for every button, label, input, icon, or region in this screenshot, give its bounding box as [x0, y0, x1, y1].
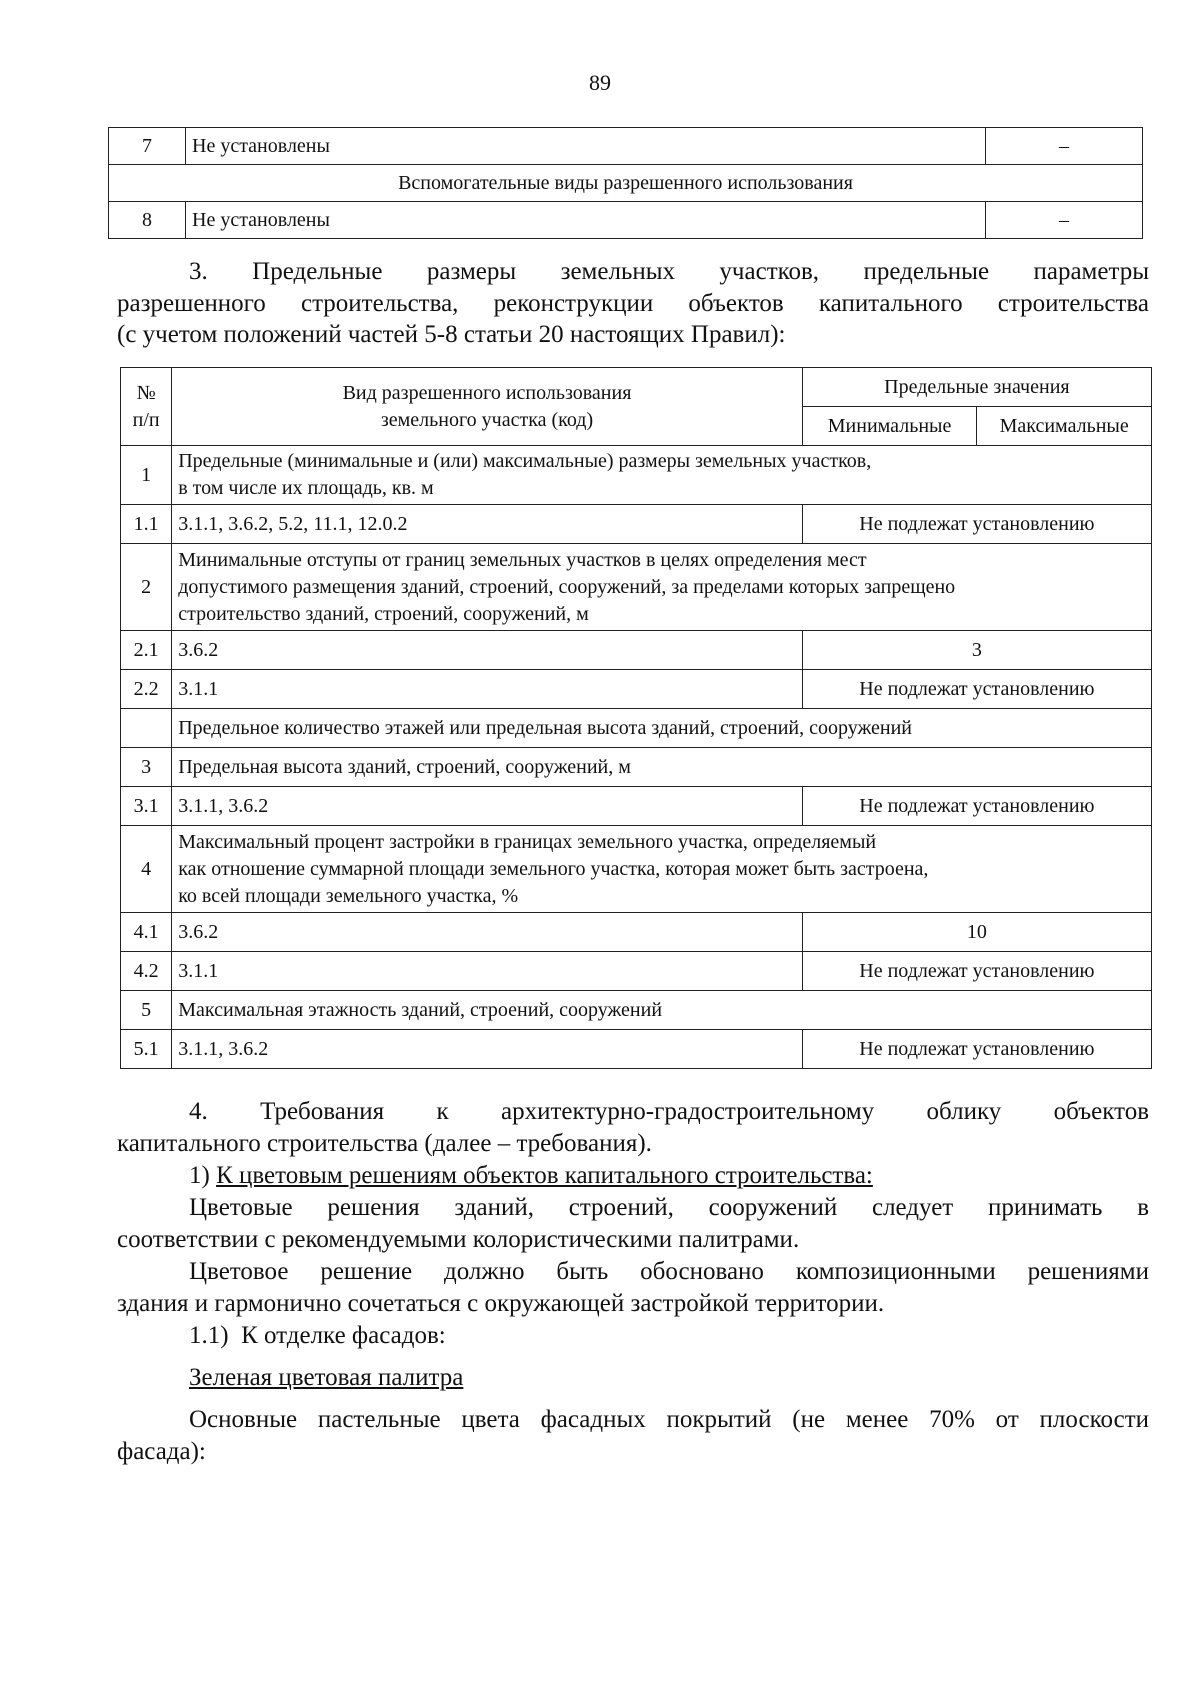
row-text: [172, 826, 1152, 913]
table-row: [109, 165, 1143, 202]
header-text: №: [136, 381, 156, 404]
row-codes: 3.1.1, 3.6.2: [172, 787, 803, 826]
section-4-heading: [117, 1096, 1149, 1159]
facade-heading: 1.1) К отделке фасадов:: [189, 1322, 446, 1349]
row-number: 3: [121, 748, 172, 787]
text-line: Минимальные отступы от границ земельных участков в целях определения мест: [178, 548, 867, 571]
row-number: 4.1: [121, 913, 172, 952]
text-line: (с учетом положений частей 5-8 статьи 20 настоящих Правил):: [117, 321, 786, 348]
row-number: 1: [121, 446, 172, 505]
row-value: Не подлежат установлению: [802, 670, 1151, 709]
row-codes: 3.6.2: [172, 913, 803, 952]
row-text: Максимальная этажность зданий, строений, сооружений: [172, 991, 1152, 1030]
table-row: [121, 748, 1152, 787]
composition-paragraph: [117, 1256, 1149, 1319]
row-text: Предельная высота зданий, строений, сооружений, м: [172, 748, 1152, 787]
text-line: разрешенного строительства, реконструкции объектов капитального строительства: [117, 289, 1149, 317]
text-line: здания и гармонично сочетаться с окружающей застройкой территории.: [117, 1289, 885, 1317]
table-row: [121, 446, 1152, 505]
table-row: [121, 709, 1152, 748]
table-row: [121, 631, 1152, 670]
item-title: К цветовым решениям объектов капитального строительства:: [216, 1162, 873, 1189]
row-value: 3: [802, 631, 1151, 670]
header-text: земельного участка (код): [380, 408, 594, 431]
text-line: Цветовое решение должно быть обосновано композиционными решениями: [189, 1258, 1149, 1285]
table-row: [109, 202, 1143, 239]
table-row: [121, 952, 1152, 991]
header-text: п/п: [132, 408, 160, 431]
row-text: [172, 446, 1152, 505]
table-row: [121, 991, 1152, 1030]
header-number: [121, 368, 172, 446]
header-limits: Предельные значения: [802, 368, 1151, 407]
page-number: 89: [589, 70, 611, 95]
row-number: 7: [109, 128, 186, 165]
item-number: 1): [189, 1162, 217, 1189]
pastel-colors-paragraph: [117, 1404, 1149, 1467]
row-value: 10: [802, 913, 1151, 952]
header-text: Вид разрешенного использования: [342, 381, 632, 404]
color-solutions-paragraph: [117, 1192, 1149, 1255]
row-text: Не установлены: [186, 202, 986, 239]
row-value: Не подлежат установлению: [802, 787, 1151, 826]
row-text: Предельное количество этажей или предельная высота зданий, строений, сооружений: [172, 709, 1152, 748]
header-max: Максимальные: [977, 407, 1152, 446]
row-number: 3.1: [121, 787, 172, 826]
permitted-uses-table: [108, 127, 1143, 239]
row-value: Не подлежат установлению: [802, 1030, 1151, 1069]
row-number: 5.1: [121, 1030, 172, 1069]
row-number: [121, 709, 172, 748]
section-heading: Вспомогательные виды разрешенного использования: [109, 165, 1143, 202]
row-number: 5: [121, 991, 172, 1030]
row-text: [172, 544, 1152, 631]
row-value: Не подлежат установлению: [802, 952, 1151, 991]
row-number: 2.1: [121, 631, 172, 670]
row-number: 8: [109, 202, 186, 239]
text-line: в том числе их площадь, кв. м: [178, 477, 434, 499]
table-header-row: [121, 368, 1152, 407]
row-value: –: [986, 128, 1143, 165]
color-requirements-heading: [117, 1160, 1149, 1192]
table-row: [121, 1030, 1152, 1069]
row-codes: 3.1.1, 3.6.2, 5.2, 11.1, 12.0.2: [172, 505, 803, 544]
row-number: 4: [121, 826, 172, 913]
row-number: 2: [121, 544, 172, 631]
text-line: Основные пастельные цвета фасадных покрытий (не менее 70% от плоскости: [189, 1406, 1149, 1433]
green-palette-heading: [117, 1362, 1149, 1394]
section-3-heading: [117, 256, 1149, 351]
row-codes: 3.6.2: [172, 631, 803, 670]
row-codes: 3.1.1, 3.6.2: [172, 1030, 803, 1069]
table-row: [121, 826, 1152, 913]
table-row: [121, 670, 1152, 709]
header-min: Минимальные: [802, 407, 977, 446]
text-line: допустимого размещения зданий, строений, сооружений, за пределами которых запрещено: [178, 575, 956, 598]
table-row: [121, 787, 1152, 826]
table-row: [121, 913, 1152, 952]
palette-title: Зеленая цветовая палитра: [189, 1364, 464, 1391]
table-row: [121, 505, 1152, 544]
table-row: [121, 544, 1152, 631]
text-line: Предельные (минимальные и (или) максимальные) размеры земельных участков,: [178, 450, 872, 472]
text-line: строительство зданий, строений, сооружений, м: [178, 602, 589, 625]
table-row: [109, 128, 1143, 165]
row-number: 2.2: [121, 670, 172, 709]
limits-table: [120, 367, 1152, 1069]
text-line: Максимальный процент застройки в границах земельного участка, определяемый: [178, 830, 877, 853]
row-codes: 3.1.1: [172, 670, 803, 709]
row-text: Не установлены: [186, 128, 986, 165]
header-use-type: [172, 368, 803, 446]
text-line: капитального строительства (далее – требования).: [117, 1129, 652, 1157]
text-line: Цветовые решения зданий, строений, сооружений следует принимать в: [189, 1194, 1149, 1221]
row-value: Не подлежат установлению: [802, 505, 1151, 544]
text-line: 4. Требования к архитектурно-градостроительному облику объектов: [189, 1098, 1149, 1125]
text-line: ко всей площади земельного участка, %: [178, 884, 519, 907]
row-value: –: [986, 202, 1143, 239]
row-number: 1.1: [121, 505, 172, 544]
text-line: соответствии с рекомендуемыми колористическими палитрами.: [117, 1225, 800, 1253]
text-line: фасада):: [117, 1437, 206, 1465]
row-codes: 3.1.1: [172, 952, 803, 991]
row-number: 4.2: [121, 952, 172, 991]
text-line: как отношение суммарной площади земельного участка, которая может быть застроена,: [178, 857, 929, 880]
text-line: 3. Предельные размеры земельных участков, предельные параметры: [189, 258, 1149, 285]
